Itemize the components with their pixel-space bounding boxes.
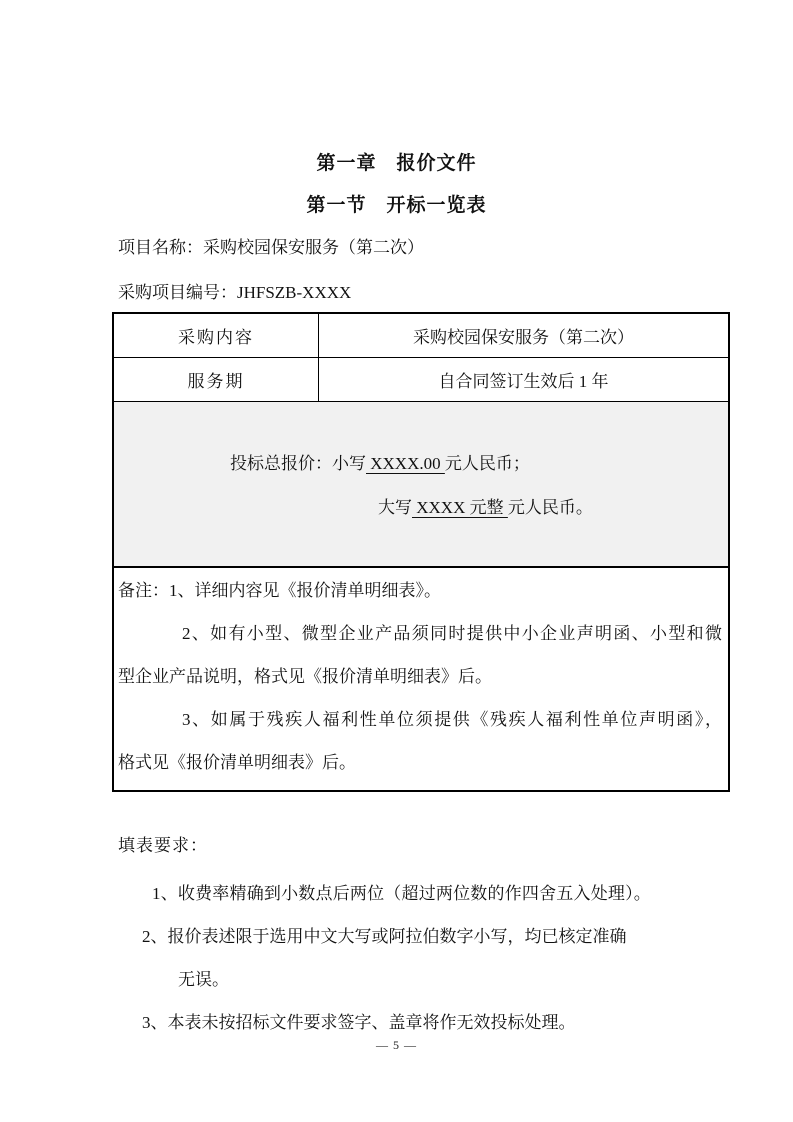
procurement-content-label: 采购内容: [114, 314, 319, 357]
bid-price-lowercase-line: [114, 442, 728, 486]
remark-line-5: 格式见《报价清单明细表》后。: [118, 753, 356, 772]
remark-cell: [114, 568, 728, 790]
bid-price-uppercase-line: [114, 486, 728, 530]
requirement-item-1: 1、收费率精确到小数点后两位（超过两位数的作四舍五入处理）。: [152, 884, 651, 903]
remark-line-3: 型企业产品说明，格式见《报价清单明细表》后。: [118, 667, 492, 686]
bid-price-lowercase-blank: XXXX.00: [366, 454, 445, 473]
bid-price-lowercase-suffix: 元人民币；: [444, 454, 530, 473]
procurement-content-value: 采购校园保安服务（第二次）: [413, 328, 634, 347]
section-title: 第一节 开标一览表: [306, 195, 487, 216]
remark-line-1: 备注：1、详细内容见《报价清单明细表》。: [118, 581, 441, 600]
remark-line-4: 3、如属于残疾人福利性单位须提供《残疾人福利性单位声明函》，: [182, 710, 722, 729]
project-number-line: 采购项目编号：JHFSZB-XXXX: [118, 283, 352, 302]
bid-price-uppercase-blank: XXXX 元整: [412, 498, 508, 517]
requirement-item-3: 3、本表未按招标文件要求签字、盖章将作无效投标处理。: [142, 1013, 576, 1032]
table-row-service-period: [114, 358, 728, 402]
chapter-title: 第一章 报价文件: [316, 153, 477, 174]
requirements-heading: 填表要求：: [118, 836, 208, 855]
remark-line-2: 2、如有小型、微型企业产品须同时提供中小企业声明函、小型和微: [182, 624, 722, 643]
bid-price-lowercase-prefix: 投标总报价：小写: [230, 454, 366, 473]
page-number: — 5 —: [376, 1038, 417, 1052]
bid-opening-table: [112, 312, 730, 792]
form-filling-requirements: [118, 835, 724, 1044]
bid-price-uppercase-suffix: 元人民币。: [507, 498, 593, 517]
requirement-item-2-continued: 无误。: [178, 970, 229, 989]
requirement-item-2: 2、报价表述限于选用中文大写或阿拉伯数字小写，均已核定准确: [142, 927, 627, 946]
service-period-label: 服务期: [114, 358, 319, 401]
bid-price-uppercase-prefix: 大写: [378, 498, 412, 517]
service-period-value: 自合同签订生效后 1 年: [438, 372, 609, 391]
total-bid-price-cell: [114, 402, 728, 568]
project-name-line: 项目名称：采购校园保安服务（第二次）: [118, 238, 424, 257]
table-row-procurement-content: [114, 314, 728, 358]
